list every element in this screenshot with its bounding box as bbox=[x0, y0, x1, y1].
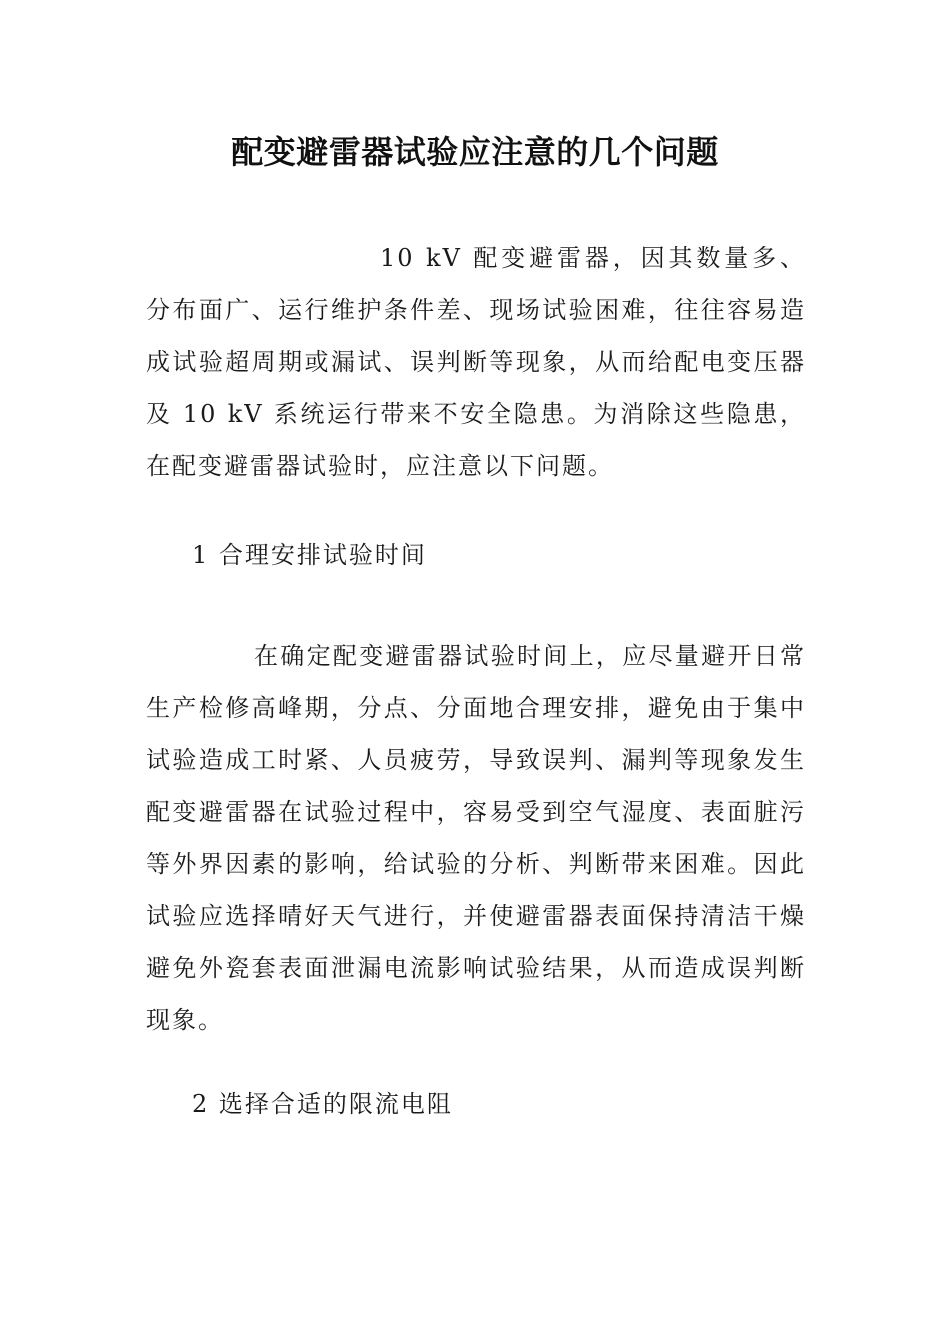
section-1-heading: 1 合理安排试验时间 bbox=[192, 541, 427, 569]
section-2-heading: 2 选择合适的限流电阻 bbox=[192, 1090, 453, 1118]
document-title: 配变避雷器试验应注意的几个问题 bbox=[231, 133, 719, 171]
section-1-paragraph: 在确定配变避雷器试验时间上，应尽量避开日常生产检修高峰期，分点、分面地合理安排，避免由于集中试验造成工时紧、人员疲劳，导致误判、漏判等现象发生配变避雷器在试验过程中，容易受到空气湿度、表面脏污等外界因素的影响，给试验的分析、判断带来困难。因此试验应选择晴好天气进行，并使避雷器表面保持清洁干燥避免外瓷套表面泄漏电流影响试验结果，从而造成误判断现象。 bbox=[146, 642, 806, 1034]
intro-paragraph: 10 kV 配变避雷器，因其数量多、分布面广、运行维护条件差、现场试验困难，往往容易造成试验超周期或漏试、误判断等现象，从而给配电变压器及 10 kV 系统运行带来不安全隐患。为消除这些隐患，在配变避雷器试验时，应注意以下问题。 bbox=[146, 244, 806, 480]
